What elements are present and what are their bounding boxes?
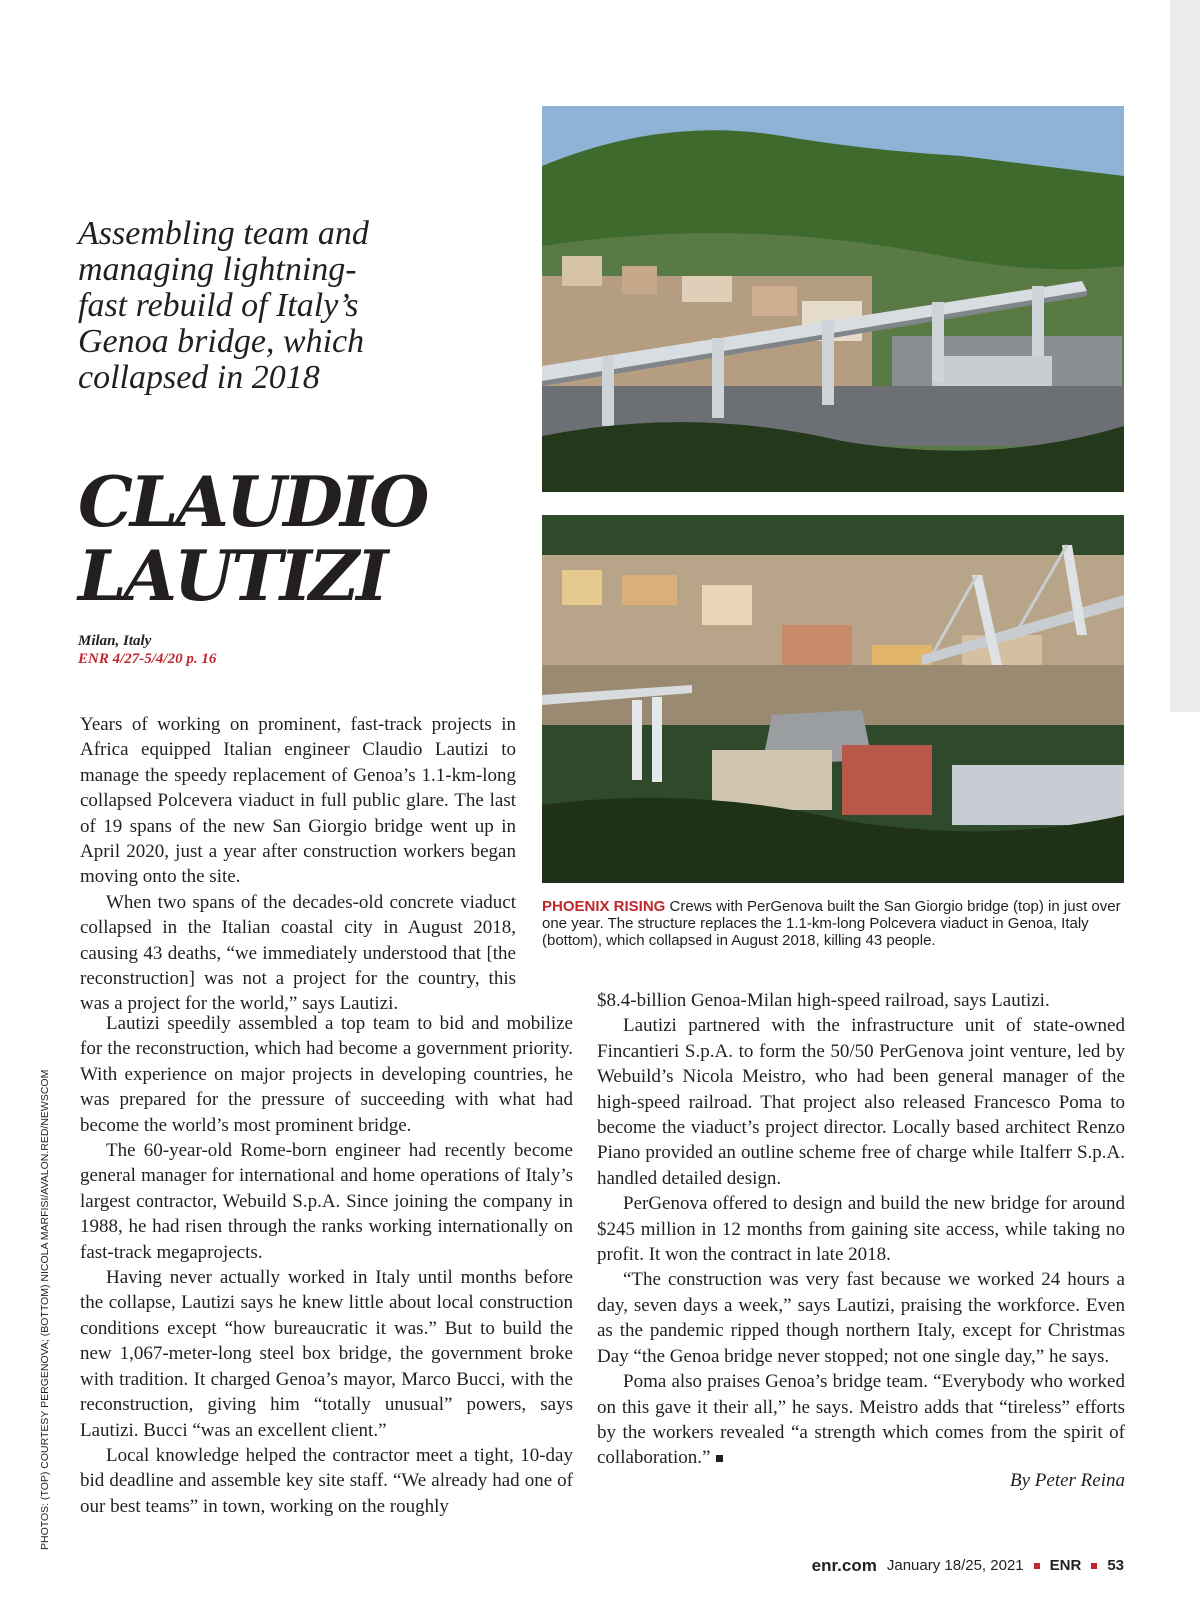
body-paragraph: $8.4-billion Genoa-Milan high-speed railroad, says Lautizi. [597,990,1050,1011]
body-column-1-top [80,712,516,1017]
caption-text: Crews with PerGenova built the San Giorgio bridge (top) in just over one year. The structure replaces the 1.1-km-long Polcevera viaduct in Genoa, Italy (bottom), which collapsed in August 2018, killing 43 people. [542,898,1121,949]
photo-collapsed-viaduct-image [542,515,1124,883]
body-paragraph-text: Poma also praises Genoa’s bridge team. “Everybody who worked on this gave it their all,” he says. Meistro adds that “tireless” efforts by the workers revealed “a strength which comes from the spirit of collaboration.” [597,1371,1125,1469]
profile-last-name: LAUTIZI [78,536,386,617]
body-paragraph-last [597,1369,1125,1471]
deck-line: collapsed in 2018 [78,359,320,396]
profile-name [78,462,518,617]
body-paragraph: The 60-year-old Rome-born engineer had recently become general manager for international and home operations of Italy’s largest contractor, Webuild S.p.A. Since joining the company in 1988, he had risen through the ranks working internationally on fast-track megaprojects. [80,1140,573,1263]
profile-location: Milan, Italy [78,633,152,649]
deck-line: fast rebuild of Italy’s [78,287,359,324]
end-mark-icon [716,1455,723,1462]
body-paragraph: Years of working on prominent, fast-track projects in Africa equipped Italian engineer Claudio Lautizi to manage the speedy replacement of Genoa’s 1.1-km-long collapsed Polcevera viaduct in full public glare. The last of 19 spans of the new San Giorgio bridge went up in April 2020, just a year after construction workers began moving onto the site. [80,714,516,888]
body-paragraph: When two spans of the decades-old concrete viaduct collapsed in the Italian coastal city in August 2018, causing 43 deaths, “we immediately understood that [the reconstruction] was not a project for the country, this was a project for the world,” says Lautizi. [80,891,516,1015]
folio-date: January 18/25, 2021 [886,1557,1024,1574]
folio-site: enr.com [811,1556,877,1575]
deck-line: managing lightning- [78,251,357,288]
body-paragraph: Having never actually worked in Italy until months before the collapse, Lautizi says he knew little about local construction conditions except “how bureaucratic it was.” But to build the new 1,067-meter-long steel box bridge, the government broke with tradition. It charged Genoa’s mayor, Marco Bucci, with the reconstruction, giving him “totally unusual” powers, says Lautizi. Bucci “was an excellent client.” [80,1267,573,1441]
photo-caption [542,898,1127,949]
byline: By Peter Reina [1009,1470,1125,1491]
folio-brand: ENR [1049,1557,1082,1574]
folio-separator-icon [1091,1563,1097,1569]
enr-reference: ENR 4/27-5/4/20 p. 16 [78,651,217,667]
deck-line: Genoa bridge, which [78,323,365,360]
photo-credit: PHOTOS: (TOP) COURTESY PERGENOVA; (BOTTOM) NICOLA MARFISI/AVALON.RED/NEWSCOM [39,1069,51,1550]
page-folio [812,1556,1124,1576]
folio-separator-icon [1034,1563,1040,1569]
body-paragraph: “The construction was very fast because we worked 24 hours a day, seven days a week,” says Lautizi, praising the workforce. Even as the pandemic ripped though northern Italy, except for Christmas Day “the Genoa bridge never stopped; not one single day,” he says. [597,1269,1125,1367]
page-edge-tab [1170,0,1200,712]
photo-collapsed-viaduct [542,515,1124,883]
profile-first-name: CLAUDIO [78,462,427,543]
body-column-2 [597,988,1125,1471]
photo-new-bridge [542,106,1124,492]
folio-page-number: 53 [1107,1557,1124,1574]
photo-new-bridge-image [542,106,1124,492]
deck-line: Assembling team and [78,215,369,252]
dateline [78,632,216,668]
body-paragraph: Lautizi speedily assembled a top team to bid and mobilize for the reconstruction, which had become a government priority. With experience on major projects in developing countries, he was prepared for the pressure of succeeding with what had become the world’s most prominent bridge. [80,1013,573,1136]
body-paragraph: PerGenova offered to design and build the new bridge for around $245 million in 12 months from gaining site access, while taking no profit. It won the contract in late 2018. [597,1193,1125,1266]
body-paragraph: Lautizi partnered with the infrastructure unit of state-owned Fincantieri S.p.A. to form the 50/50 PerGenova joint venture, led by Webuild’s Nicola Meistro, who had been general manager of the high-speed railroad. That project also released Francesco Poma to become the viaduct’s project director. Locally based architect Renzo Piano provided an outline scheme free of charge while Italferr S.p.A. handled detailed design. [597,1015,1125,1189]
body-paragraph: Local knowledge helped the contractor meet a tight, 10-day bid deadline and assemble key site staff. “We already had one of our best teams” in town, working on the roughly [80,1444,573,1517]
caption-kicker: PHOENIX RISING [542,898,666,915]
article-deck [78,216,458,396]
body-column-1-bottom [80,1011,573,1519]
